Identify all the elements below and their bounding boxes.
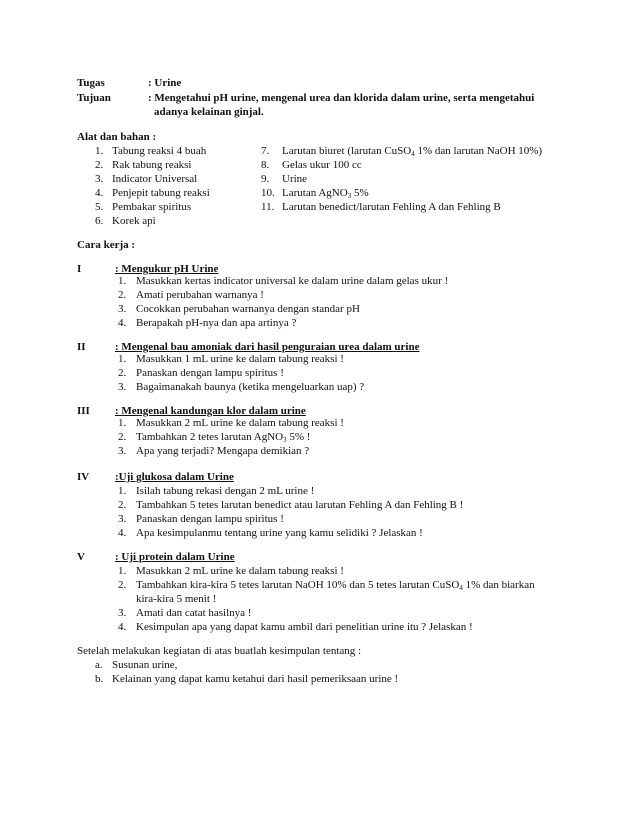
step-text: Kesimpulan apa yang dapat kamu ambil dari penelitian urine itu ? Jelaskan !: [136, 621, 473, 633]
section-roman: II: [77, 341, 86, 353]
step-text: Masukkan 1 mL urine ke dalam tabung reaksi !: [136, 353, 344, 365]
step-num: 4.: [118, 621, 127, 633]
tugas-label: Tugas: [77, 77, 105, 89]
conclusion-item-num: a.: [95, 659, 103, 671]
alat-item-text: Larutan biuret (larutan CuSO$_4$ 1% dan larutan NaOH 10%): [282, 145, 543, 158]
alat-item-num: 1.: [95, 145, 104, 157]
conclusion-intro: Setelah melakukan kegiatan di atas buatlah kesimpulan tentang :: [77, 645, 362, 657]
step-text: Bagaimanakah baunya (ketika mengeluarkan uap) ?: [136, 381, 365, 393]
tujuan-value-line2: adanya kelainan ginjal.: [154, 106, 264, 118]
step-text: Amati perubahan warnanya !: [136, 289, 264, 301]
step-num: 2.: [118, 431, 127, 443]
conclusion-item-text: Susunan urine,: [112, 659, 178, 671]
conclusion-item-text: Kelainan yang dapat kamu ketahui dari hasil pemeriksaan urine !: [112, 673, 399, 685]
step-text: Panaskan dengan lampu spiritus !: [136, 513, 284, 525]
step-num: 1.: [118, 275, 127, 287]
step-text-continuation: kira-kira 5 menit !: [136, 593, 217, 605]
step-text: Cocokkan perubahan warnanya dengan standar pH: [136, 303, 360, 315]
step-text: Berapakah pH-nya dan apa artinya ?: [136, 317, 297, 329]
section-roman: III: [77, 405, 90, 417]
step-num: 4.: [118, 317, 127, 329]
step-text: Apa kesimpulanmu tentang urine yang kamu selidiki ? Jelaskan !: [136, 527, 423, 539]
step-num: 2.: [118, 289, 127, 301]
step-text: Isilah tabung rekasi dengan 2 mL urine !: [136, 485, 315, 497]
alat-item-num: 7.: [261, 145, 270, 157]
section-roman: V: [77, 551, 85, 563]
step-text: Panaskan dengan lampu spiritus !: [136, 367, 284, 379]
step-num: 3.: [118, 607, 127, 619]
tujuan-label: Tujuan: [77, 92, 111, 104]
alat-item-num: 4.: [95, 187, 104, 199]
step-num: 1.: [118, 485, 127, 497]
step-text: Masukkan 2 mL urine ke dalam tabung reaksi !: [136, 417, 344, 429]
step-text: Masukkan kertas indicator universal ke dalam urine dalam gelas ukur !: [136, 275, 449, 287]
step-text: Apa yang terjadi? Mengapa demikian ?: [136, 445, 310, 457]
step-num: 1.: [118, 565, 127, 577]
step-num: 3.: [118, 513, 127, 525]
alat-item-text: Rak tabung reaksi: [112, 159, 192, 171]
alat-item-text: Pembakar spiritus: [112, 201, 192, 213]
tugas-value: : Urine: [148, 77, 182, 89]
step-num: 2.: [118, 367, 127, 379]
step-num: 3.: [118, 445, 127, 457]
section-title: : Mengukur pH Urine: [115, 263, 219, 275]
alat-item-text: Urine: [282, 173, 308, 185]
alat-item-text: Larutan benedict/larutan Fehling A dan Fehling B: [282, 201, 501, 213]
step-num: 4.: [118, 527, 127, 539]
step-text: Masukkan 2 mL urine ke dalam tabung reaksi !: [136, 565, 344, 577]
step-num: 3.: [118, 381, 127, 393]
alat-item-num: 9.: [261, 173, 270, 185]
step-num: 2.: [118, 579, 127, 591]
step-text: Amati dan catat hasilnya !: [136, 607, 252, 619]
conclusion-item-num: b.: [95, 673, 104, 685]
step-text: Tambahkan 2 tetes larutan AgNO$_3$ 5% !: [136, 431, 311, 444]
alat-item-num: 10.: [261, 187, 275, 199]
step-num: 1.: [118, 417, 127, 429]
alat-item-num: 8.: [261, 159, 270, 171]
step-text: Tambahkan 5 tetes larutan benedict atau larutan Fehling A dan Fehling B !: [136, 499, 464, 511]
alat-item-text: Indicator Universal: [112, 173, 198, 185]
alat-item-text: Penjepit tabung reaksi: [112, 187, 210, 199]
tujuan-value-line1: : Mengetahui pH urine, mengenal urea dan klorida dalam urine, serta mengetahui: [148, 92, 535, 104]
alat-item-num: 11.: [261, 201, 275, 213]
alat-item-text: Korek api: [112, 215, 156, 227]
alat-item-text: Gelas ukur 100 cc: [282, 159, 362, 171]
alat-item-text: Larutan AgNO$_3$ 5%: [282, 187, 369, 200]
section-roman: IV: [77, 471, 90, 483]
section-title: : Uji protein dalam Urine: [115, 551, 235, 563]
alat-item-text: Tabung reaksi 4 buah: [112, 145, 207, 157]
step-text: Tambahkan kira-kira 5 tetes larutan NaOH 10% dan 5 tetes larutan CuSO$_4$ 1% dan biarkan: [136, 579, 535, 592]
alat-title: Alat dan bahan :: [77, 131, 157, 143]
alat-item-num: 5.: [95, 201, 104, 213]
alat-item-num: 6.: [95, 215, 104, 227]
cara-kerja-title: Cara kerja :: [77, 239, 136, 251]
step-num: 3.: [118, 303, 127, 315]
alat-item-num: 2.: [95, 159, 104, 171]
alat-item-num: 3.: [95, 173, 104, 185]
section-title: :Uji glukosa dalam Urine: [115, 471, 234, 483]
section-roman: I: [77, 263, 82, 275]
section-title: : Mengenal bau amoniak dari hasil penguraian urea dalam urine: [115, 341, 420, 353]
step-num: 1.: [118, 353, 127, 365]
section-title: : Mengenal kandungan klor dalam urine: [115, 405, 306, 417]
step-num: 2.: [118, 499, 127, 511]
